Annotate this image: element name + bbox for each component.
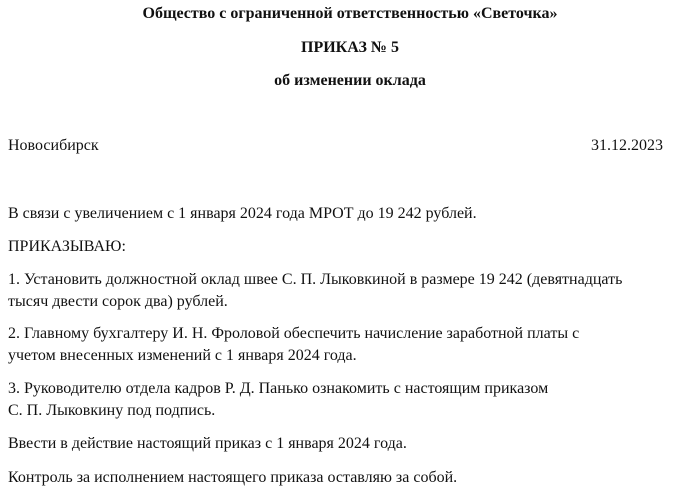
- order-item-1-line-1: 1. Установить должностной оклад швее С. П. Лыковкиной в размере 19 242 (девятнадцать: [8, 271, 623, 288]
- order-item-1-line-2: тысяч двести сорок два) рублей.: [8, 293, 228, 310]
- order-item-2: [8, 323, 698, 367]
- control-paragraph: Контроль за исполнением настоящего приказа оставляю за собой.: [8, 469, 458, 486]
- order-item-3-line-1: 3. Руководителю отдела кадров Р. Д. Панько ознакомить с настоящим приказом: [8, 380, 549, 397]
- order-item-2-line-1: 2. Главному бухгалтеру И. Н. Фроловой обеспечить начисление заработной платы с: [8, 325, 580, 342]
- order-date: 31.12.2023: [591, 137, 663, 154]
- order-title: ПРИКАЗ № 5: [301, 39, 399, 56]
- order-word: ПРИКАЗЫВАЮ:: [8, 238, 126, 255]
- city: Новосибирск: [8, 137, 99, 154]
- organization-name: Общество с ограниченной ответственностью «Светочка»: [142, 5, 558, 22]
- order-item-1: [8, 269, 698, 313]
- order-item-3: [8, 378, 698, 422]
- effective-date-paragraph: Ввести в действие настоящий приказ с 1 января 2024 года.: [8, 435, 407, 452]
- order-subject: об изменении оклада: [274, 72, 426, 89]
- order-item-2-line-2: учетом внесенных изменений с 1 января 2024 года.: [8, 347, 357, 364]
- intro-paragraph: В связи с увеличением с 1 января 2024 года МРОТ до 19 242 рублей.: [8, 205, 477, 222]
- order-item-3-line-2: С. П. Лыковкину под подпись.: [8, 402, 216, 419]
